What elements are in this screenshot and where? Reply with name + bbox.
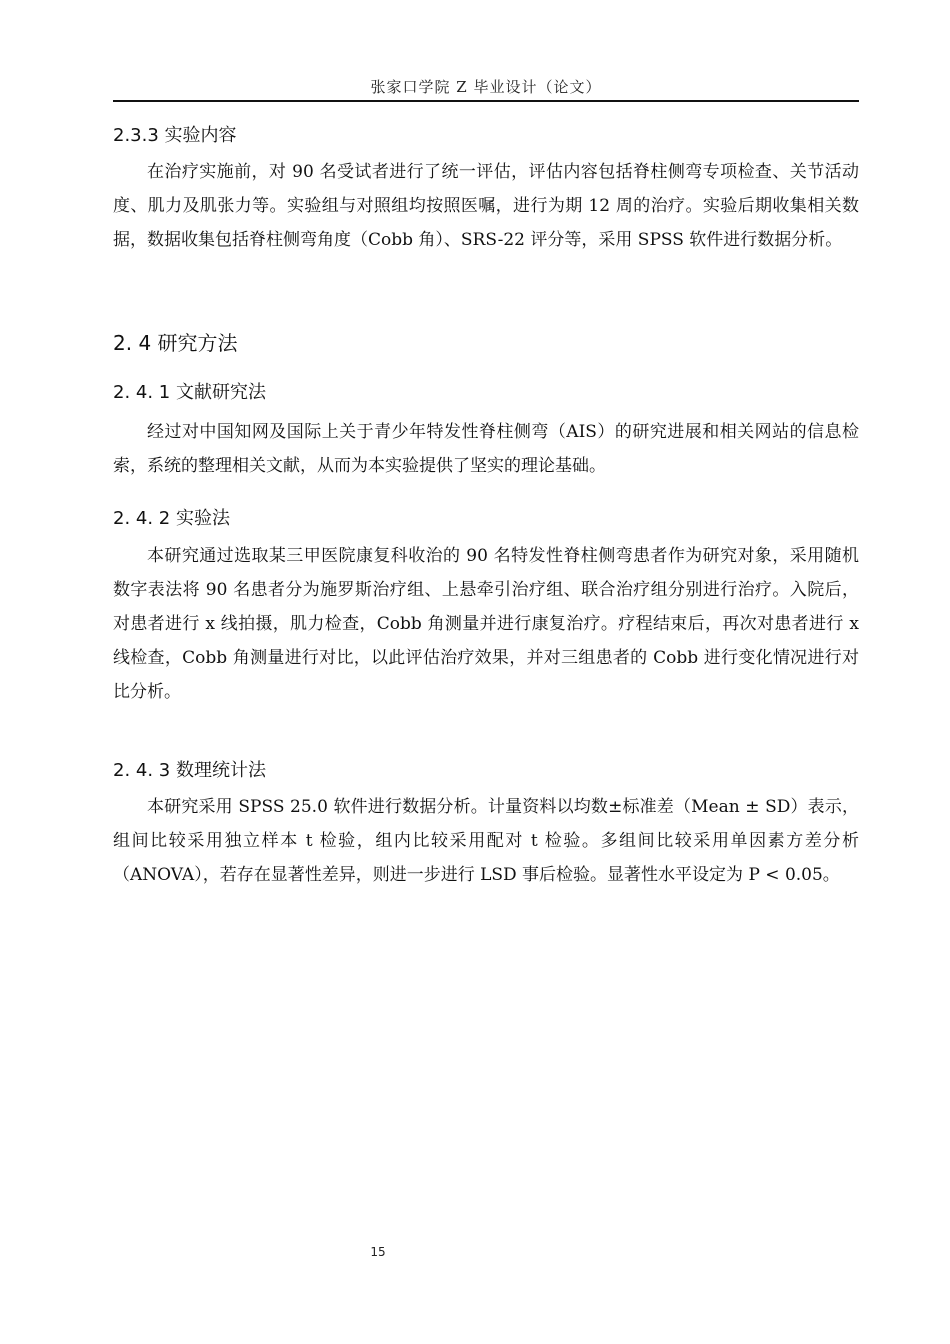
heading-2-4-2: 2. 4. 2 实验法 (113, 508, 230, 529)
heading-2-3-3: 2.3.3 实验内容 (113, 125, 237, 146)
running-header: 张家口学院 Z 毕业设计（论文） (370, 78, 602, 96)
paragraph-2-4-1: 经过对中国知网及国际上关于青少年特发性脊柱侧弯（AIS）的研究进展和相关网站的信息检索，系统的整理相关文献，从而为本实验提供了坚实的理论基础。 (113, 422, 859, 476)
header-rule (113, 100, 859, 102)
heading-2-4-1: 2. 4. 1 文献研究法 (113, 382, 266, 403)
paragraph-2-3-3: 在治疗实施前，对 90 名受试者进行了统一评估，评估内容包括脊柱侧弯专项检查、关节活动度、肌力及肌张力等。实验组与对照组均按照医嘱，进行为期 12 周的治疗。实验后期收集相关数据，数据收集包括脊柱侧弯角度（Cobb 角）、SRS-22 评分等，采用 SPSS 软件进行数据分析。 (113, 162, 859, 250)
heading-2-4: 2. 4 研究方法 (113, 331, 238, 355)
page-number: 15 (370, 1245, 386, 1259)
paragraph-2-4-2: 本研究通过选取某三甲医院康复科收治的 90 名特发性脊柱侧弯患者作为研究对象，采用随机数字表法将 90 名患者分为施罗斯治疗组、上悬牵引治疗组、联合治疗组分别进行治疗。入院后，对患者进行 x 线拍摄，肌力检查，Cobb 角测量并进行康复治疗。疗程结束后，再次对患者进行 x 线检查，Cobb 角测量进行对比，以此评估治疗效果，并对三组患者的 Cobb 进行变化情况进行对比分析。 (113, 546, 859, 702)
heading-2-4-3: 2. 4. 3 数理统计法 (113, 760, 266, 781)
paragraph-2-4-3: 本研究采用 SPSS 25.0 软件进行数据分析。计量资料以均数±标准差（Mean ± SD）表示，组间比较采用独立样本 t 检验，组内比较采用配对 t 检验。多组间比较采用单因素方差分析（ANOVA），若存在显著性差异，则进一步进行 LSD 事后检验。显著性水平设定为 P < 0.05。 (113, 797, 859, 885)
